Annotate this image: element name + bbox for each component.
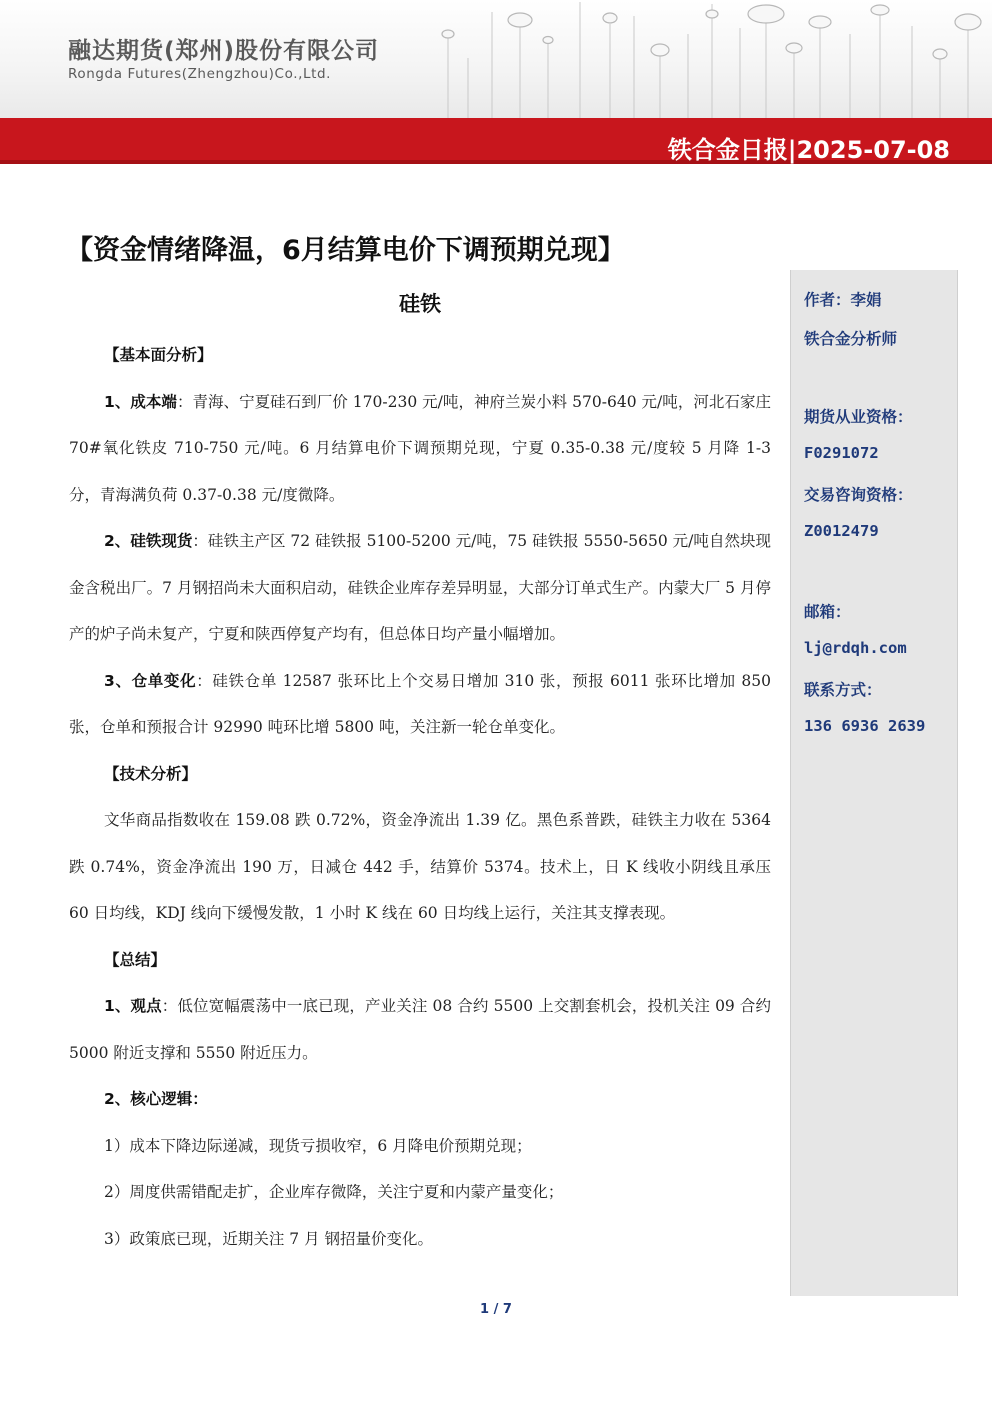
company-name-en: Rongda Futures(Zhengzhou)Co.,Ltd.	[68, 66, 332, 82]
paragraph-warrant	[69, 658, 771, 751]
paragraph-spot	[69, 518, 771, 658]
paragraph-view	[69, 983, 771, 1076]
futures-qualification-label: 期货从业资格：	[804, 408, 913, 426]
paragraph-cost	[69, 379, 771, 519]
logic-item-3: 3）政策底已现，近期关注 7 月 钢招量价变化。	[104, 1229, 434, 1248]
logic-item-1: 1）成本下降边际递减，现货亏损收窄，6 月降电价预期兑现；	[104, 1136, 532, 1155]
section-heading-summary: 【总结】	[104, 950, 167, 969]
contact-value: 136 6936 2639	[804, 717, 926, 735]
lead-spot: 2、硅铁现货	[104, 532, 193, 550]
trade-qualification-label: 交易咨询资格：	[804, 486, 913, 504]
email-value[interactable]: lj@rdqh.com	[804, 639, 907, 657]
futures-qualification-value: F0291072	[804, 444, 879, 462]
contact-label: 联系方式：	[804, 681, 882, 699]
lead-cost: 1、成本端	[104, 392, 177, 411]
report-body	[69, 332, 771, 1262]
author-role: 铁合金分析师	[804, 330, 898, 348]
email-label: 邮箱：	[804, 603, 851, 621]
text-view: ：低位宽幅震荡中一底已现，产业关注 08 合约 5500 上交割套机会，投机关注 09 合约 5000 附近支撑和 5550 附近压力。	[69, 997, 771, 1062]
section-heading-technical: 【技术分析】	[104, 764, 198, 783]
logic-heading: 2、核心逻辑：	[104, 1090, 208, 1108]
lead-view: 1、观点	[104, 997, 162, 1015]
page-number: 1 / 7	[480, 1302, 512, 1317]
company-name-cn: 融达期货(郑州)股份有限公司	[68, 38, 380, 64]
report-type-date: 铁合金日报|2025-07-08	[667, 136, 950, 164]
logic-item-2: 2）周度供需错配走扩，企业库存微降，关注宁夏和内蒙产量变化；	[104, 1183, 564, 1201]
section-heading-fundamental: 【基本面分析】	[104, 346, 213, 364]
paragraph-technical: 文华商品指数收在 159.08 跌 0.72%，资金净流出 1.39 亿。黑色系普跌，硅铁主力收在 5364 跌 0.74%，资金净流出 190 万，日减仓 442 手，结算价 5374。技术上，日 K 线收小阴线且承压 60 日均线，KDJ 线向下缓慢发散，1 小时 K 线在 60 日均线上运行，关注其支撑表现。	[69, 811, 771, 922]
text-spot: ：硅铁主产区 72 硅铁报 5100-5200 元/吨，75 硅铁报 5550-5650 元/吨自然块现金含税出厂。7 月钢招尚未大面积启动，硅铁企业库存差异明显，大部分订单式生产。内蒙大厂 5 月停产的炉子尚未复产，宁夏和陕西停复产均有，但总体日均产量小幅增加。	[69, 532, 771, 643]
decorative-bubbles-graphic	[420, 0, 992, 118]
page-title: 【资金情绪降温，6月结算电价下调预期兑现】	[66, 235, 625, 266]
text-warrant: ：硅铁仓单 12587 张环比上个交易日增加 310 张，预报 6011 张环比增加 850 张，仓单和预报合计 92990 吨环比增 5800 吨，关注新一轮仓单变化。	[69, 671, 771, 736]
product-subtitle: 硅铁	[399, 292, 441, 316]
analyst-info-sidebar	[790, 270, 958, 1296]
lead-warrant: 3、仓单变化	[104, 671, 197, 690]
trade-qualification-value: Z0012479	[804, 522, 879, 540]
author-name: 作者：李娟	[804, 291, 882, 309]
text-cost: ：青海、宁夏硅石到厂价 170-230 元/吨，神府兰炭小料 570-640 元/吨，河北石家庄 70#氧化铁皮 710-750 元/吨。6 月结算电价下调预期兑现，宁夏 0.35-0.38 元/度较 5 月降 1-3 分，青海满负荷 0.37-0.38 元/度微降。	[69, 392, 771, 504]
